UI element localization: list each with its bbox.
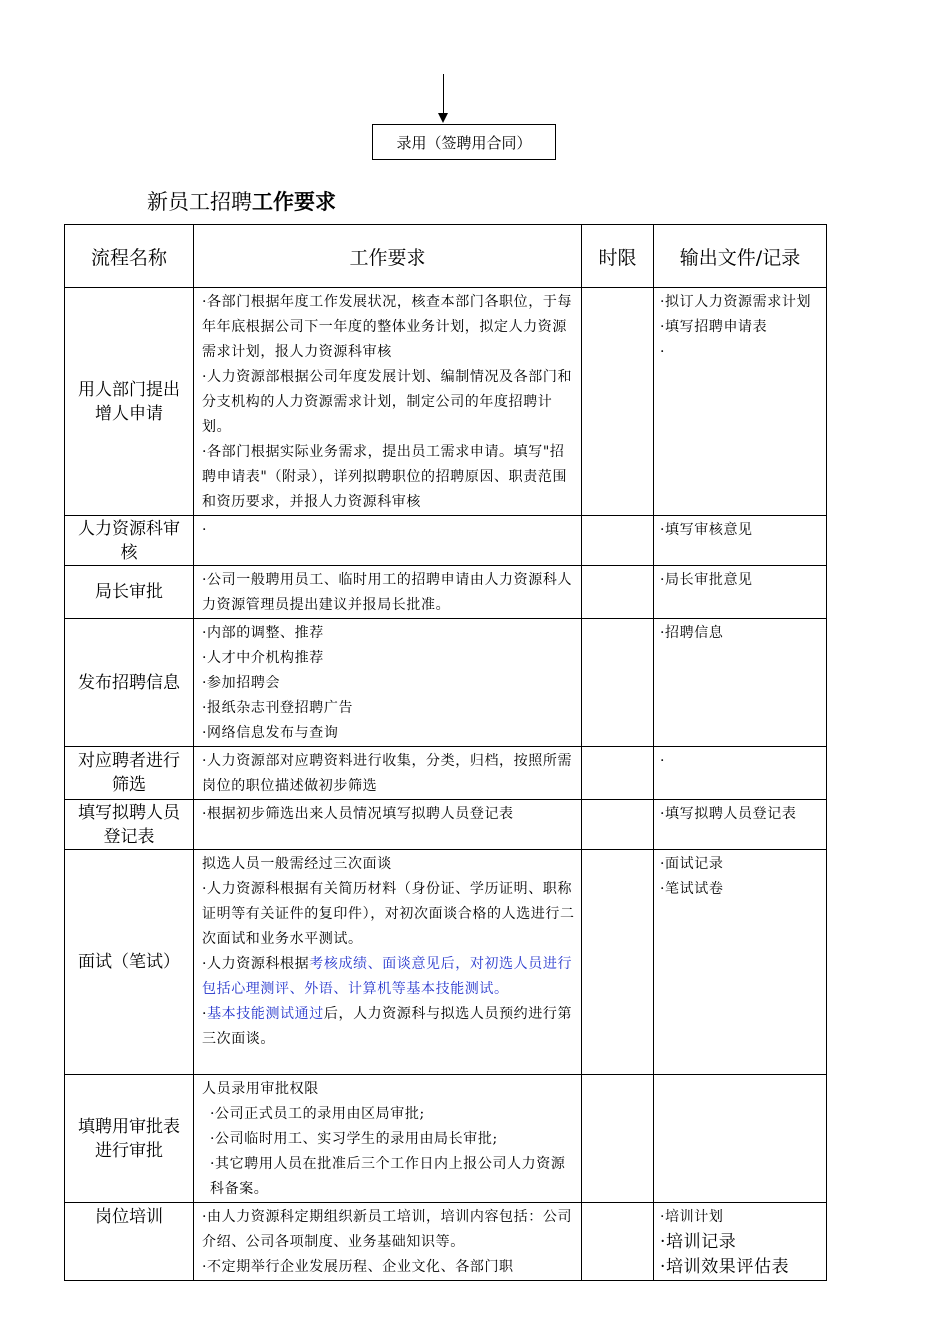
row-requirements xyxy=(194,800,582,850)
header-requirements: 工作要求 xyxy=(194,225,582,288)
out-item: ·拟订人力资源需求计划 xyxy=(660,294,812,310)
row-requirements xyxy=(194,566,582,619)
req-intro: 拟选人员一般需经过三次面谈 xyxy=(202,856,392,872)
table-header-row xyxy=(65,225,827,288)
req-highlight: 考核成绩、面谈意见后，对初选人员进行包括心理测评、外语、计算机等基本技能测试。 xyxy=(202,956,573,997)
req-text: 后，人力资源科与拟选人员预约进行第三次面谈。 xyxy=(202,1006,573,1047)
req-text: ·人力资源科根据 xyxy=(202,956,310,972)
req-item: ·报纸杂志刊登招聘广告 xyxy=(202,700,354,716)
row-output xyxy=(654,516,827,566)
row-time-limit xyxy=(582,1075,654,1203)
row-requirements xyxy=(194,850,582,1075)
table-row xyxy=(65,1203,827,1281)
row-output xyxy=(654,850,827,1075)
out-item: ·局长审批意见 xyxy=(660,572,753,588)
row-name: 填聘用审批表进行审批 xyxy=(65,1075,194,1203)
requirements-table xyxy=(64,224,827,1281)
out-item: ·填写审核意见 xyxy=(660,522,753,538)
row-name: 面试（笔试） xyxy=(65,850,194,1075)
req-item: ·根据初步筛选出来人员情况填写拟聘人员登记表 xyxy=(202,806,514,822)
flow-arrow-line xyxy=(443,74,444,116)
row-output xyxy=(654,1203,827,1281)
out-item: ·笔试试卷 xyxy=(660,881,724,897)
out-item: ·培训计划 xyxy=(660,1209,724,1225)
req-item: ·人力资源部对应聘资料进行收集，分类，归档，按照所需岗位的职位描述做初步筛选 xyxy=(202,753,573,794)
arrow-down-icon xyxy=(438,113,448,123)
row-time-limit xyxy=(582,566,654,619)
req-item: ·参加招聘会 xyxy=(202,675,281,691)
row-requirements xyxy=(194,747,582,800)
title-bold-part: 工作要求 xyxy=(252,190,336,214)
row-requirements xyxy=(194,619,582,747)
out-item: ·培训记录 xyxy=(660,1232,737,1252)
row-requirements xyxy=(194,1075,582,1203)
row-time-limit xyxy=(582,850,654,1075)
row-output xyxy=(654,800,827,850)
header-process-name: 流程名称 xyxy=(65,225,194,288)
row-requirements xyxy=(194,288,582,516)
row-output xyxy=(654,1075,827,1203)
req-item: ·不定期举行企业发展历程、企业文化、各部门职 xyxy=(202,1259,514,1275)
row-time-limit xyxy=(582,288,654,516)
req-item: ·人才中介机构推荐 xyxy=(202,650,324,666)
req-item xyxy=(202,952,575,1002)
req-item: ·公司临时用工、实习学生的录用由局长审批; xyxy=(210,1131,498,1147)
row-output xyxy=(654,566,827,619)
row-time-limit xyxy=(582,800,654,850)
table-row xyxy=(65,619,827,747)
out-item: ·培训效果评估表 xyxy=(660,1257,790,1277)
row-output xyxy=(654,288,827,516)
row-name: 填写拟聘人员登记表 xyxy=(65,800,194,850)
out-item: · xyxy=(660,753,666,769)
out-item: ·填写招聘申请表 xyxy=(660,319,768,335)
table-row xyxy=(65,566,827,619)
table-row xyxy=(65,1075,827,1203)
row-time-limit xyxy=(582,747,654,800)
document-title xyxy=(147,186,336,216)
req-intro: 人员录用审批权限 xyxy=(202,1081,319,1097)
req-item: ·人力资源科根据有关简历材料（身份证、学历证明、职称证明等有关证件的复印件），对初次面谈合格的人选进行二次面试和业务水平测试。 xyxy=(202,881,575,947)
req-item: ·其它聘用人员在批准后三个工作日内上报公司人力资源科备案。 xyxy=(210,1156,566,1197)
req-item: ·公司正式员工的录用由区局审批; xyxy=(210,1106,425,1122)
row-name: 局长审批 xyxy=(65,566,194,619)
req-bullet: · xyxy=(202,1006,208,1022)
table-row xyxy=(65,800,827,850)
row-output xyxy=(654,619,827,747)
row-time-limit xyxy=(582,619,654,747)
req-item: ·公司一般聘用员工、临时用工的招聘申请由人力资源科人力资源管理员提出建议并报局长批准。 xyxy=(202,572,573,613)
row-requirements xyxy=(194,1203,582,1281)
table-row xyxy=(65,850,827,1075)
row-name: 人力资源科审核 xyxy=(65,516,194,566)
req-highlight: 基本技能测试通过 xyxy=(207,1006,324,1022)
req-item: ·内部的调整、推荐 xyxy=(202,625,324,641)
out-item: ·面试记录 xyxy=(660,856,724,872)
row-time-limit xyxy=(582,1203,654,1281)
table-row xyxy=(65,288,827,516)
row-name: 用人部门提出增人申请 xyxy=(65,288,194,516)
out-item: ·填写拟聘人员登记表 xyxy=(660,806,797,822)
req-item: ·各部门根据年度工作发展状况，核查本部门各职位，于每年年底根据公司下一年度的整体业务计划，拟定人力资源需求计划，报人力资源科审核 xyxy=(202,294,573,360)
header-time-limit: 时限 xyxy=(582,225,654,288)
flow-box-hire: 录用（签聘用合同） xyxy=(372,124,556,160)
out-item: · xyxy=(660,344,666,360)
table-row xyxy=(65,747,827,800)
req-item: ·网络信息发布与查询 xyxy=(202,725,339,741)
req-item: ·各部门根据实际业务需求，提出员工需求申请。填写"招聘申请表"（附录），详列拟聘职位的招聘原因、职责范围和资历要求，并报人力资源科审核 xyxy=(202,444,568,510)
title-normal-part: 新员工招聘 xyxy=(147,190,252,214)
table-row xyxy=(65,516,827,566)
req-item: · xyxy=(202,522,208,538)
header-output: 输出文件/记录 xyxy=(654,225,827,288)
req-item xyxy=(202,1002,575,1052)
row-name: 发布招聘信息 xyxy=(65,619,194,747)
row-output xyxy=(654,747,827,800)
row-name: 岗位培训 xyxy=(65,1203,194,1281)
out-item: ·招聘信息 xyxy=(660,625,724,641)
req-item: ·人力资源部根据公司年度发展计划、编制情况及各部门和分支机构的人力资源需求计划，制定公司的年度招聘计划。 xyxy=(202,369,573,435)
row-name: 对应聘者进行筛选 xyxy=(65,747,194,800)
row-requirements xyxy=(194,516,582,566)
req-item: ·由人力资源科定期组织新员工培训，培训内容包括：公司介绍、公司各项制度、业务基础知识等。 xyxy=(202,1209,573,1250)
row-time-limit xyxy=(582,516,654,566)
